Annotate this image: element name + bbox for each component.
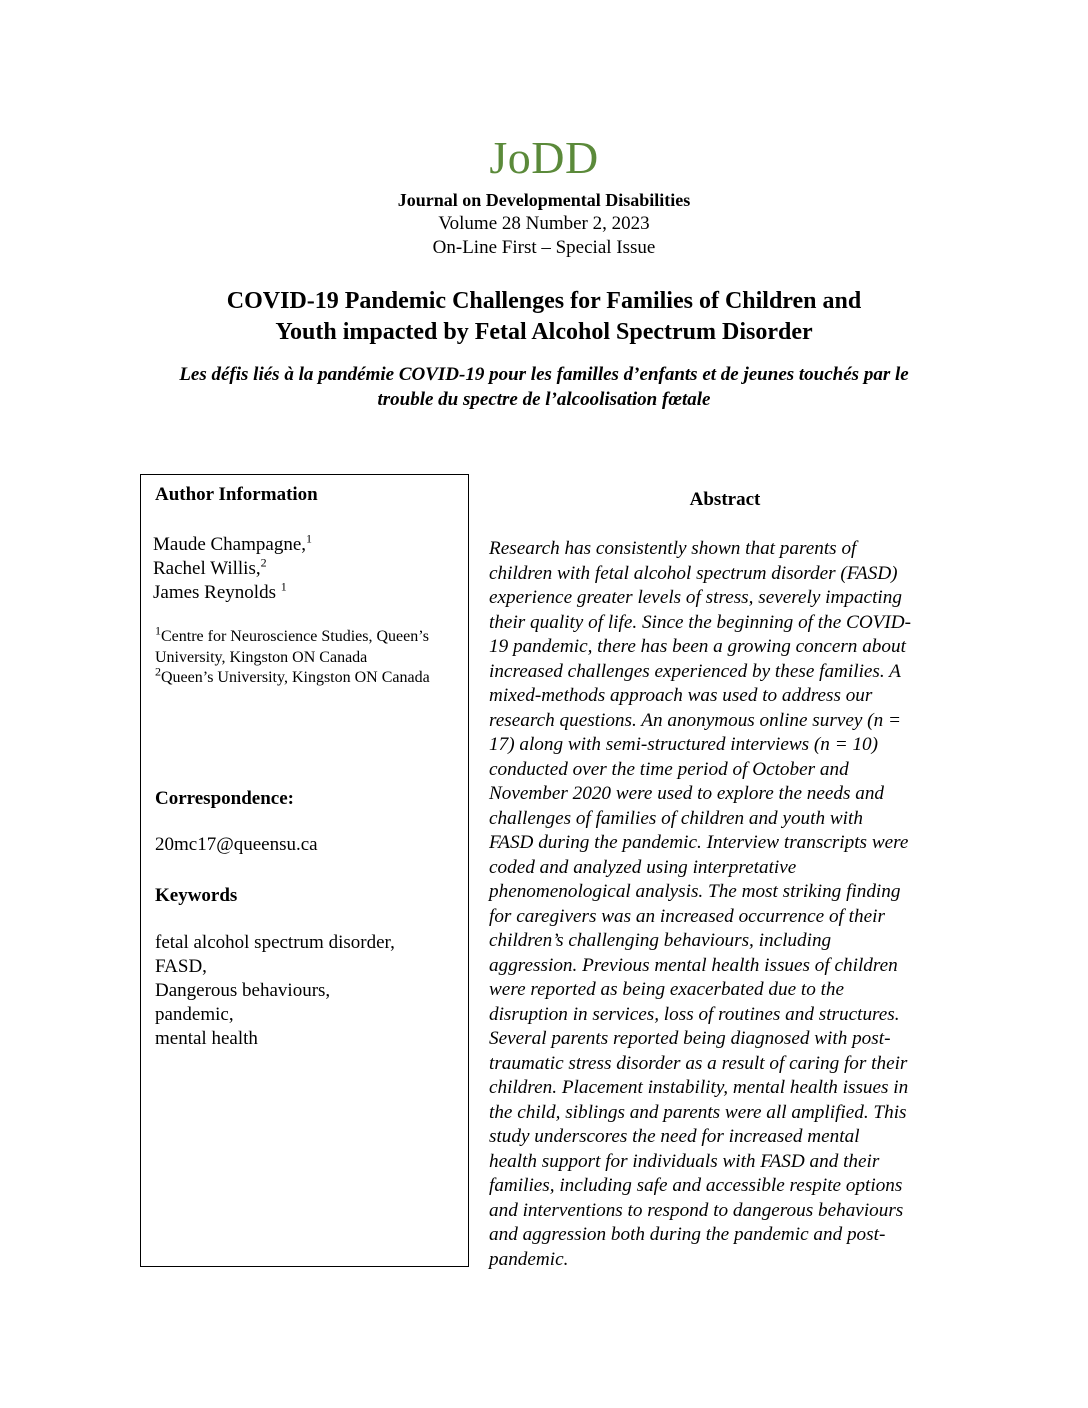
author-info-heading: Author Information (155, 484, 318, 505)
journal-logo: JoDD (489, 132, 599, 183)
correspondence-email[interactable]: 20mc17@queensu.ca (155, 834, 318, 855)
volume-info: Volume 28 Number 2, 2023 (438, 213, 650, 234)
article-title (120, 286, 968, 348)
abstract-line: research questions. An anonymous online survey (n = (489, 709, 901, 731)
abstract-body (489, 537, 967, 1272)
abstract-line: study underscores the need for increased mental (489, 1126, 860, 1147)
keyword: FASD, (155, 956, 207, 977)
subtitle-line: Les défis liés à la pandémie COVID-19 pour les familles d’enfants et de jeunes touchés par le (179, 364, 909, 385)
keyword: pandemic, (155, 1004, 234, 1025)
issue-info: On-Line First – Special Issue (432, 237, 656, 258)
abstract-line: children. Placement instability, mental health issues in (489, 1077, 909, 1098)
abstract-line: mixed-methods approach was used to address our (489, 685, 873, 706)
abstract-line: children’s challenging behaviours, including (489, 930, 832, 951)
abstract-line: children with fetal alcohol spectrum disorder (FASD) (489, 562, 898, 584)
abstract-line: Several parents reported being diagnosed with post- (489, 1028, 891, 1049)
abstract-line: FASD during the pandemic. Interview transcripts were (489, 832, 909, 853)
abstract-line: pandemic. (489, 1248, 569, 1270)
author-list (153, 533, 312, 605)
abstract-line: health support for individuals with FASD and their (489, 1150, 880, 1172)
abstract-heading: Abstract (689, 489, 761, 510)
correspondence-heading: Correspondence: (155, 788, 294, 809)
journal-name: Journal on Developmental Disabilities (397, 190, 691, 210)
affiliation: $^1$Centre for Neuroscience Studies, Queen’s University, Kingston ON Canada (155, 623, 429, 666)
abstract-line: for caregivers was an increased occurrence of their (489, 905, 885, 927)
abstract-line: conducted over the time period of October and (489, 758, 849, 780)
article-subtitle-french (110, 362, 978, 412)
abstract-line: challenges of families of children and youth with (489, 807, 863, 829)
title-line: Youth impacted by Fetal Alcohol Spectrum Disorder (275, 319, 813, 345)
author-name: Maude Champagne,$^1$ (153, 531, 313, 555)
abstract-line: increased challenges experienced by these families. A (489, 660, 901, 682)
abstract-line: 19 pandemic, there has been a growing concern about (489, 636, 906, 657)
affiliations (155, 623, 465, 689)
abstract-line: disruption in services, loss of routines and structures. (489, 1003, 900, 1025)
abstract-line: 17) along with semi-structured interviews (n = 10) (489, 734, 879, 755)
abstract-line: Research has consistently shown that parents of (489, 538, 857, 559)
affiliation: $^2$Queen’s University, Kingston ON Canada (155, 664, 430, 686)
abstract-line: phenomenological analysis. The most striking finding (489, 881, 901, 902)
abstract-line: experience greater levels of stress, severely impacting (489, 587, 902, 608)
abstract-line: the child, siblings and parents were all amplified. This (489, 1101, 907, 1123)
abstract-line: and interventions to respond to dangerous behaviours (489, 1199, 904, 1221)
keyword: mental health (155, 1028, 258, 1049)
abstract-line: families, including safe and accessible respite options (489, 1175, 903, 1196)
keyword: Dangerous behaviours, (155, 980, 331, 1001)
abstract-line: November 2020 were used to explore the needs and (489, 783, 885, 804)
author-information-box (140, 474, 469, 1267)
abstract-line: coded and analyzed using interpretative (489, 856, 797, 878)
title-line: COVID-19 Pandemic Challenges for Families of Children and (226, 288, 862, 314)
abstract-line: and aggression both during the pandemic and post- (489, 1224, 886, 1245)
subtitle-line: trouble du spectre de l’alcoolisation fœtale (377, 389, 711, 410)
keywords-heading: Keywords (155, 885, 238, 906)
abstract-line: were reported as being exacerbated due to the (489, 979, 845, 1000)
author-name: Rachel Willis,$^2$ (153, 555, 267, 579)
abstract-line: traumatic stress disorder as a result of caring for their (489, 1052, 908, 1074)
keywords-list (155, 931, 395, 1051)
author-name: James Reynolds $^1$ (153, 579, 287, 603)
abstract-line: their quality of life. Since the beginning of the COVID- (489, 611, 912, 633)
abstract-line: aggression. Previous mental health issues of children (489, 954, 898, 976)
keyword: fetal alcohol spectrum disorder, (155, 932, 395, 953)
